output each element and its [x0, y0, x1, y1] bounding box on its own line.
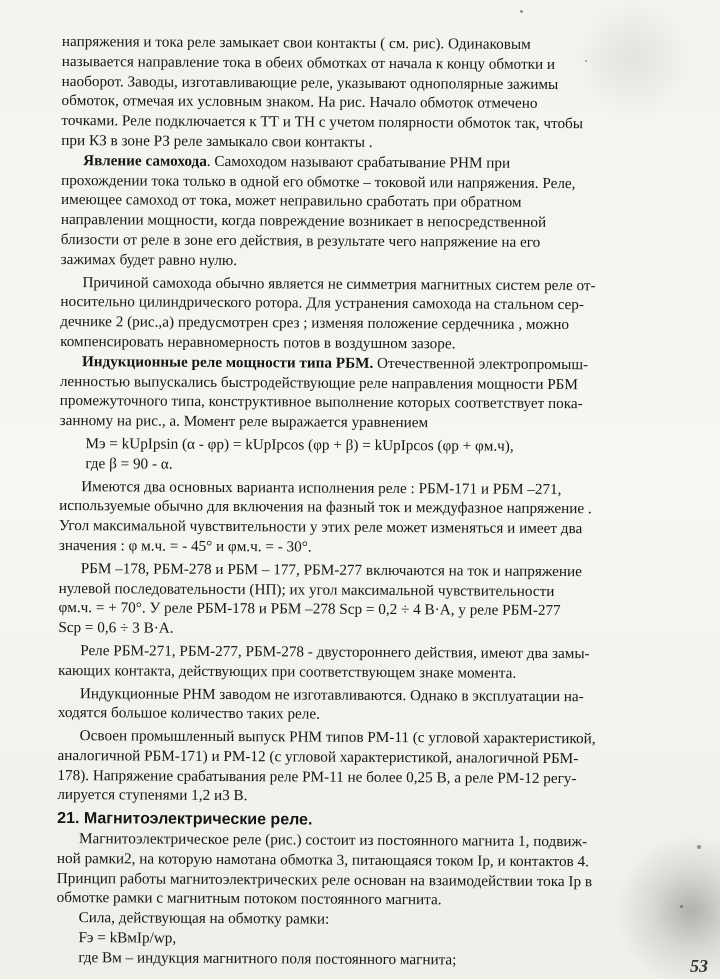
text-line: Причиной самохода обычно является не симметрия магнитных систем реле от-	[82, 273, 596, 294]
text-line: нулевой последовательности (НП); их угол максимальной чувствительности	[58, 579, 555, 600]
section-heading: 21. Магнитоэлектрические реле.	[57, 810, 313, 829]
scan-speck	[697, 845, 701, 849]
text-line: лируется ступенями 1,2 и3 В.	[57, 786, 248, 805]
text-line: Освоен промышленный выпуск РНМ типов РМ-11 (с угловой характеристикой,	[79, 727, 596, 748]
text-line: носительно цилиндрического ротора. Для устранения самохода на стальном сер-	[60, 293, 585, 314]
text-run: . Самоходом называют срабатывание РНМ при	[206, 152, 511, 172]
text-line: Магнитоэлектрическое реле (рис.) состоит из постоянного магнита 1, подвиж-	[79, 830, 588, 851]
text-line: Имеются два основных варианта исполнения реле : РБМ-171 и РБМ –271,	[81, 477, 562, 498]
text-line: ной рамки2, на которую намотана обмотка 3, питающаяся током Iр, и контактов 4.	[56, 849, 589, 871]
text-line: зажимах будет равно нулю.	[60, 250, 238, 269]
text-line: напряжения и тока реле замыкает свои контакты ( см. рис). Одинаковым	[61, 32, 531, 53]
text-line: кающих контакта, действующих при соответствующем знаке момента.	[58, 661, 517, 682]
text-line: где Вм – индукция магнитного поля постоянного магнита;	[78, 948, 457, 969]
section-title-self-running: Явление самохода	[83, 151, 207, 170]
text-line: прохождении тока только в одной его обмотке – токовой или напряжения. Реле,	[61, 171, 576, 192]
text-line: ленностью выпускались быстродействующие реле направления мощности РБМ	[59, 372, 579, 393]
text-line: занному на рис., а. Момент реле выражается уравнением	[59, 412, 429, 432]
text-line: Индукционные РНМ заводом не изготавливаются. Однако в эксплуатации на-	[79, 684, 584, 705]
text-line: при КЗ в зоне РЗ реле замыкало свои контакты .	[61, 131, 373, 151]
text-line: значения : φ м.ч. = - 45° и φм.ч. = - 30°.	[58, 536, 312, 556]
text-line: φм.ч. = + 70°. У реле РБМ-178 и РБМ –278 Sср = 0,2 ÷ 4 В·А, у реле РБМ-277	[58, 599, 561, 620]
text-line: наоборот. Заводы, изготавливающие реле, указывают однополярные зажимы	[61, 72, 559, 93]
formula-moment: Mэ = kUpIpsin (α - φр) = kUpIpcos (φр + β) = kUpIpcos (φр + φм.ч),	[85, 435, 514, 455]
text-line: РБМ –178, РБМ-278 и РБМ – 177, РБМ-277 включаются на ток и напряжение	[80, 559, 582, 580]
page-number: 53	[690, 956, 708, 976]
formula-beta: где β = 90 - α.	[85, 454, 173, 473]
text-line: аналогичной РБМ-171) и РМ-12 (с угловой характеристикой, аналогичной РБМ-	[57, 746, 579, 768]
text-line: Принцип работы магнитоэлектрических реле основан на взаимодействии тока Iр в	[56, 869, 593, 890]
formula-force: Fэ = kВмIр/wр,	[78, 929, 177, 947]
document-body	[56, 32, 694, 971]
text-line: направлении мощности, когда повреждение возникает в непосредственной	[60, 211, 547, 232]
text-line: дечнике 2 (рис.,а) предусмотрен срез ; изменяя положение сердечника , можно	[60, 313, 570, 334]
text-line: Сила, действующая на обмотку рамки:	[78, 909, 330, 928]
text-line: Реле РБМ-271, РБМ-277, РБМ-278 - двустороннего действия, имеют два замы-	[80, 642, 590, 663]
text-line: Угол максимальной чувствительности у этих реле может изменяться и имеет два	[58, 517, 583, 538]
text-line: имеющее самоход от тока, может неправильно сработать при обратном	[60, 191, 522, 212]
text-line: ходятся большое количество таких реле.	[57, 704, 320, 723]
text-line: обмоток, отмечая их условным знаком. На рис. Начало обмоток отмечено	[61, 92, 538, 113]
text-run: Отечественной электропромыш-	[373, 354, 589, 373]
text-line: Sср = 0,6 ÷ 3 В·А.	[58, 619, 174, 637]
text-line: 178). Напряжение срабатывания реле РМ-11 не более 0,25 В, а реле РМ-12 регу-	[57, 766, 577, 787]
text-line: используемые обычно для включения на фазный ток и междуфазное напряжение .	[59, 497, 592, 518]
text-line: обмотке рамки с магнитным потоком постоянного магнита.	[56, 889, 442, 909]
text-line: промежуточного типа, конструктивное выполнение которых соответствует пока-	[59, 392, 583, 413]
text-line: называется направление тока в обеих обмотках от начала к концу обмотки и	[61, 52, 556, 73]
scan-speck	[520, 10, 523, 13]
section-title-rbm: Индукционные реле мощности типа РБМ.	[81, 352, 374, 372]
text-line: компенсировать неравномерность потов в воздушном зазоре.	[60, 332, 456, 353]
text-line: точками. Реле подключается к ТТ и ТН с учетом полярности обмоток так, чтобы	[61, 112, 584, 133]
text-line: близости от реле в зоне его действия, в результате чего напряжение на его	[60, 230, 541, 251]
